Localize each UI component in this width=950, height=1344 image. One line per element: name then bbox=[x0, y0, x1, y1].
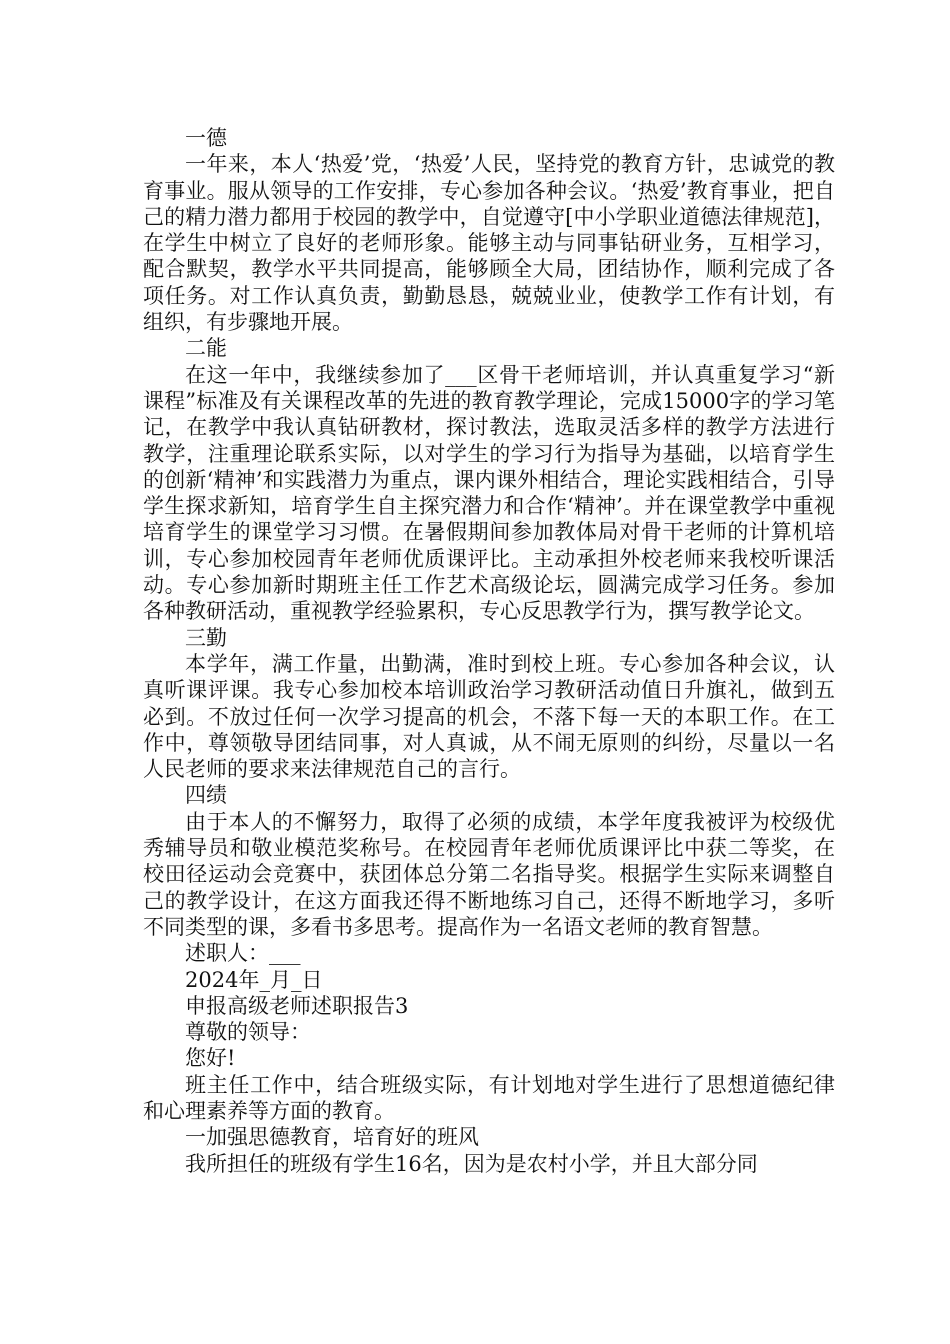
section-heading-virtue: 一德 bbox=[185, 126, 227, 150]
paragraph-achievement: 由于本人的不懈努力，取得了必须的成绩，本学年度我被评为校级优秀辅导员和敬业模范奖称号。在校园青年老师优质课评比中获二等奖，在校田径运动会竞赛中，获团体总分第二名指导奖。根据学生实际来调整自己的教学设计，在这方面我还得不断地练习自己，还得不断地学习，多听不同类型的课，多看书多思考。提高作为一名语文老师的教育智慧。 bbox=[143, 809, 835, 939]
section-heading-diligence: 三勤 bbox=[185, 625, 227, 650]
section-heading-achievement: 四绩 bbox=[185, 783, 227, 808]
report-title: 申报高级老师述职报告3 bbox=[185, 993, 409, 1018]
paragraph-ability: 在这一年中，我继续参加了___区骨干老师培训，并认真重复学习“新课程”标准及有关课程改革的先进的教育教学理论，完成15000字的学习笔记，在教学中我认真钻研教材，探讨教法，选取灵活多样的教学方法进行教学，注重理论联系实际，以对学生的学习行为指导为基础，以培育学生的创新‘精神’和实践潜力为重点，课内课外相结合，理论实践相结合，引导学生探求新知，培育学生自主探究潜力和合作‘精神’。并在课堂教学中重视培育学生的课堂学习习惯。在暑假期间参加教体局对骨干老师的计算机培训，专心参加校园青年老师优质课评比。主动承担外校老师来我校听课活动。专心参加新时期班主任工作艺术高级论坛，圆满完成学习任务。参加各种教研活动，重视教学经验累积，专心反思教学行为，撰写教学论文。 bbox=[143, 362, 835, 624]
section-heading-ability: 二能 bbox=[185, 336, 227, 361]
date-line: 2024年_月_日 bbox=[185, 967, 323, 992]
paragraph-diligence: 本学年，满工作量，出勤满，准时到校上班。专心参加各种会议，认真听课评课。我专心参加校本培训政治学习教研活动值日升旗礼，做到五必到。不放过任何一次学习提高的机会，不落下每一天的本职工作。在工作中，尊领敬导团结同事，对人真诚，从不闹无原则的纠纷，尽量以一名人民老师的要求来法律规范自己的言行。 bbox=[143, 651, 835, 782]
signature-line: 述职人：___ bbox=[185, 941, 301, 966]
salutation: 尊敬的领导： bbox=[185, 1020, 311, 1045]
document-body bbox=[143, 125, 835, 1177]
paragraph-intro: 班主任工作中，结合班级实际，有计划地对学生进行了思想道德纪律和心理素养等方面的教育。 bbox=[143, 1072, 835, 1123]
section-heading-moral-education: 一加强思德教育，培育好的班风 bbox=[185, 1125, 479, 1150]
greeting: 您好! bbox=[185, 1046, 236, 1071]
paragraph-virtue: 一年来，本人‘热爱’党，‘热爱’人民，坚持党的教育方针，忠诚党的教育事业。服从领导的工作安排，专心参加各种会议。‘热爱’教育事业，把自己的精力潜力都用于校园的教学中，自觉遵守[中小学职业道德法律规范]，在学生中树立了良好的老师形象。能够主动与同事钻研业务，互相学习，配合默契，教学水平共同提高，能够顾全大局，团结协作，顺利完成了各项任务。对工作认真负责，勤勤恳恳，兢兢业业，使教学工作有计划，有组织，有步骤地开展。 bbox=[143, 152, 835, 335]
paragraph-class-description: 我所担任的班级有学生16名，因为是农村小学，并且大部分同 bbox=[185, 1151, 758, 1176]
